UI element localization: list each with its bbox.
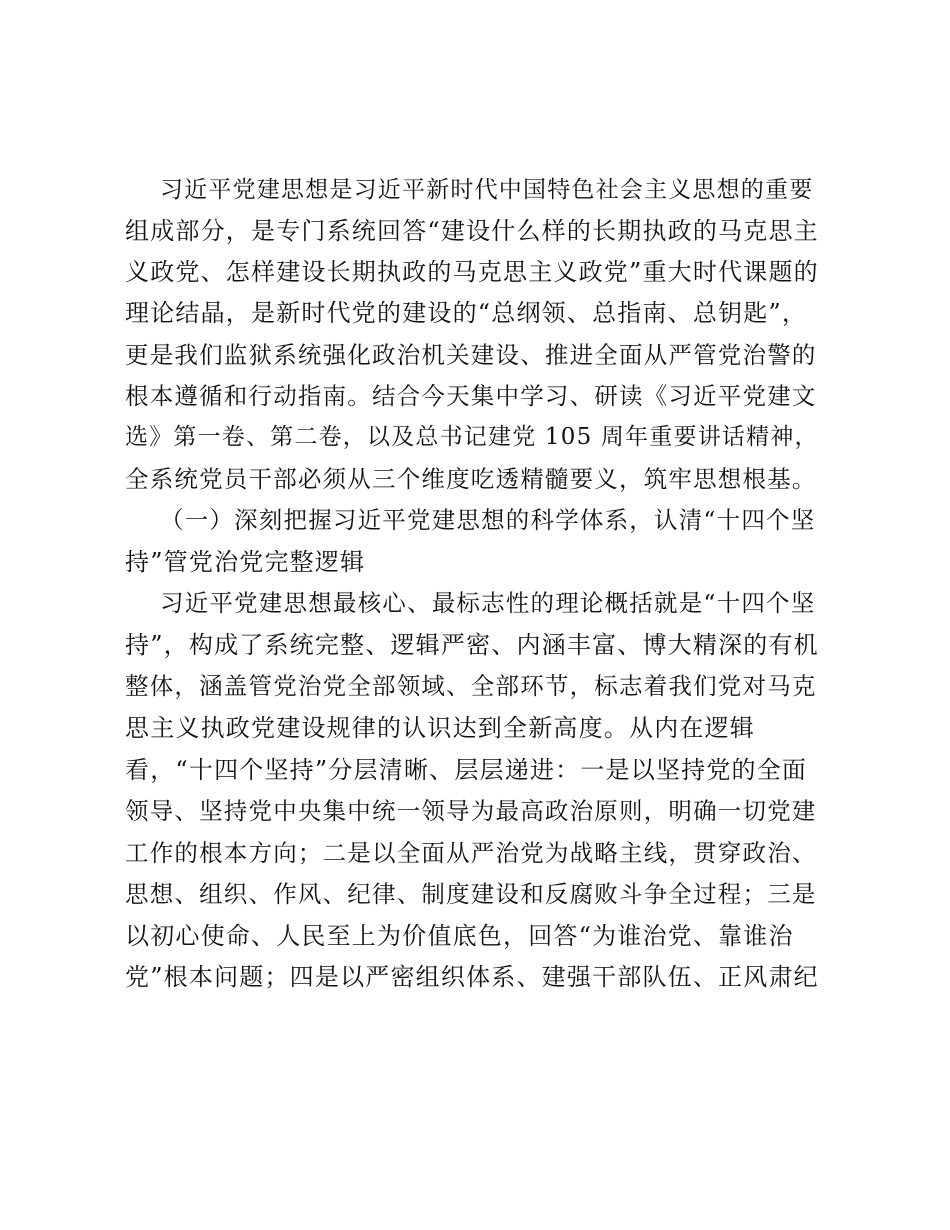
paragraph-2-line-2: 持”，构成了系统完整、逻辑严密、内涵丰富、博大精深的有机 [125,631,819,659]
section-heading-line-1: （一）深刻把握习近平党建思想的科学体系，认清“十四个坚 [160,506,816,534]
paragraph-2-line-7: 工作的根本方向；二是以全面从严治党为战略主线，贯穿政治、 [125,839,817,867]
paragraph-1-line-8: 全系统党员干部必须从三个维度吃透精髓要义，筑牢思想根基。 [125,465,817,493]
paragraph-2-line-4: 思主义执政党建设规律的认识达到全新高度。从内在逻辑 [125,714,755,742]
paragraph-1-line-3: 义政党、怎样建设长期执政的马克思主义政党”重大时代课题的 [125,258,819,286]
paragraph-2-line-3: 整体，涵盖管党治党全部领域、全部环节，标志着我们党对马克 [125,672,817,700]
paragraph-1-line-2: 组成部分，是专门系统回答“建设什么样的长期执政的马克思主 [125,217,819,245]
section-heading-line-2: 持”管党治党完整逻辑 [125,548,366,576]
paragraph-2-line-9: 以初心使命、人民至上为价值底色，回答“为谁治党、靠谁治 [125,922,794,950]
paragraph-1-line-5: 更是我们监狱系统强化政治机关建设、推进全面从严管党治警的 [125,341,817,369]
paragraph-2-line-8: 思想、组织、作风、纪律、制度建设和反腐败斗争全过程；三是 [125,880,817,908]
paragraph-1-line-7: 选》第一卷、第二卷，以及总书记建党 105 周年重要讲话精神， [125,424,819,450]
paragraph-2-line-10: 党”根本问题；四是以严密组织体系、建强干部队伍、正风肃纪 [125,963,819,991]
paragraph-2-line-1: 习近平党建思想最核心、最标志性的理论概括就是“十四个坚 [160,589,816,617]
paragraph-2-line-5: 看，“十四个坚持”分层清晰、层层递进：一是以坚持党的全面 [125,756,808,784]
paragraph-2-line-6: 领导、坚持党中央集中统一领导为最高政治原则，明确一切党建 [125,797,817,825]
paragraph-1-line-6: 根本遵循和行动指南。结合今天集中学习、研读《习近平党建文 [125,382,817,410]
paragraph-1-line-4: 理论结晶，是新时代党的建设的“总纲领、总指南、总钥匙”， [125,299,808,327]
paragraph-1-line-1: 习近平党建思想是习近平新时代中国特色社会主义思想的重要 [160,177,814,203]
